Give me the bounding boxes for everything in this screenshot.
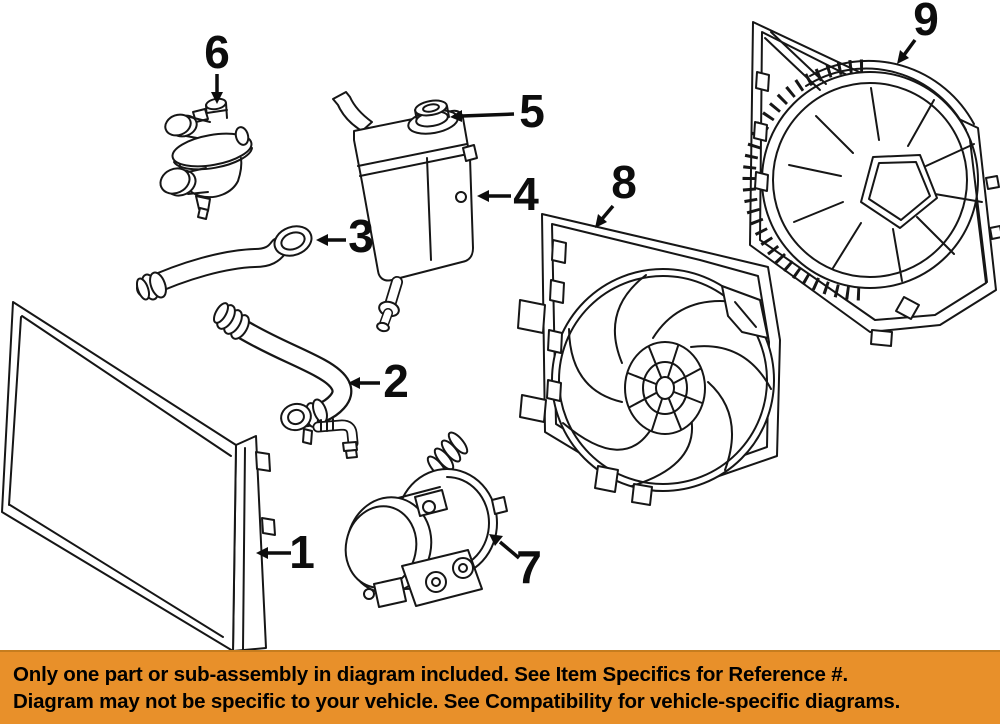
callout-8 bbox=[595, 156, 637, 228]
notice-line-2: Diagram may not be specific to your vehicle. See Compatibility for vehicle-specific diagrams. bbox=[13, 690, 901, 713]
callout-2 bbox=[348, 355, 409, 407]
part-number-6: 6 bbox=[204, 26, 230, 78]
radiator-drawing bbox=[2, 302, 275, 650]
callout-9 bbox=[897, 0, 939, 64]
callout-7 bbox=[489, 534, 542, 593]
part-number-4: 4 bbox=[513, 168, 539, 220]
thermostat-drawing bbox=[156, 97, 254, 219]
callout-3 bbox=[316, 210, 374, 262]
fan-assembly-drawing bbox=[518, 214, 780, 505]
part-number-2: 2 bbox=[383, 355, 409, 407]
callout-4 bbox=[477, 168, 539, 220]
part-number-1: 1 bbox=[289, 526, 315, 578]
part-number-7: 7 bbox=[516, 541, 542, 593]
water-pump-drawing bbox=[338, 430, 507, 607]
part-number-9: 9 bbox=[913, 0, 939, 45]
arrowhead-4 bbox=[477, 190, 489, 202]
notice-line-1: Only one part or sub-assembly in diagram included. See Item Specifics for Reference #. bbox=[13, 663, 848, 686]
part-number-8: 8 bbox=[611, 156, 637, 208]
lower-hose-drawing bbox=[211, 301, 357, 458]
arrowhead-3 bbox=[316, 234, 328, 246]
leader-line-9 bbox=[904, 40, 915, 55]
leader-line-8 bbox=[602, 206, 613, 219]
notice-banner bbox=[0, 650, 1000, 724]
leader-line-5 bbox=[462, 114, 514, 116]
callout-6 bbox=[204, 26, 230, 104]
upper-hose-drawing bbox=[135, 221, 316, 301]
part-number-5: 5 bbox=[519, 85, 545, 137]
part-number-3: 3 bbox=[348, 210, 374, 262]
